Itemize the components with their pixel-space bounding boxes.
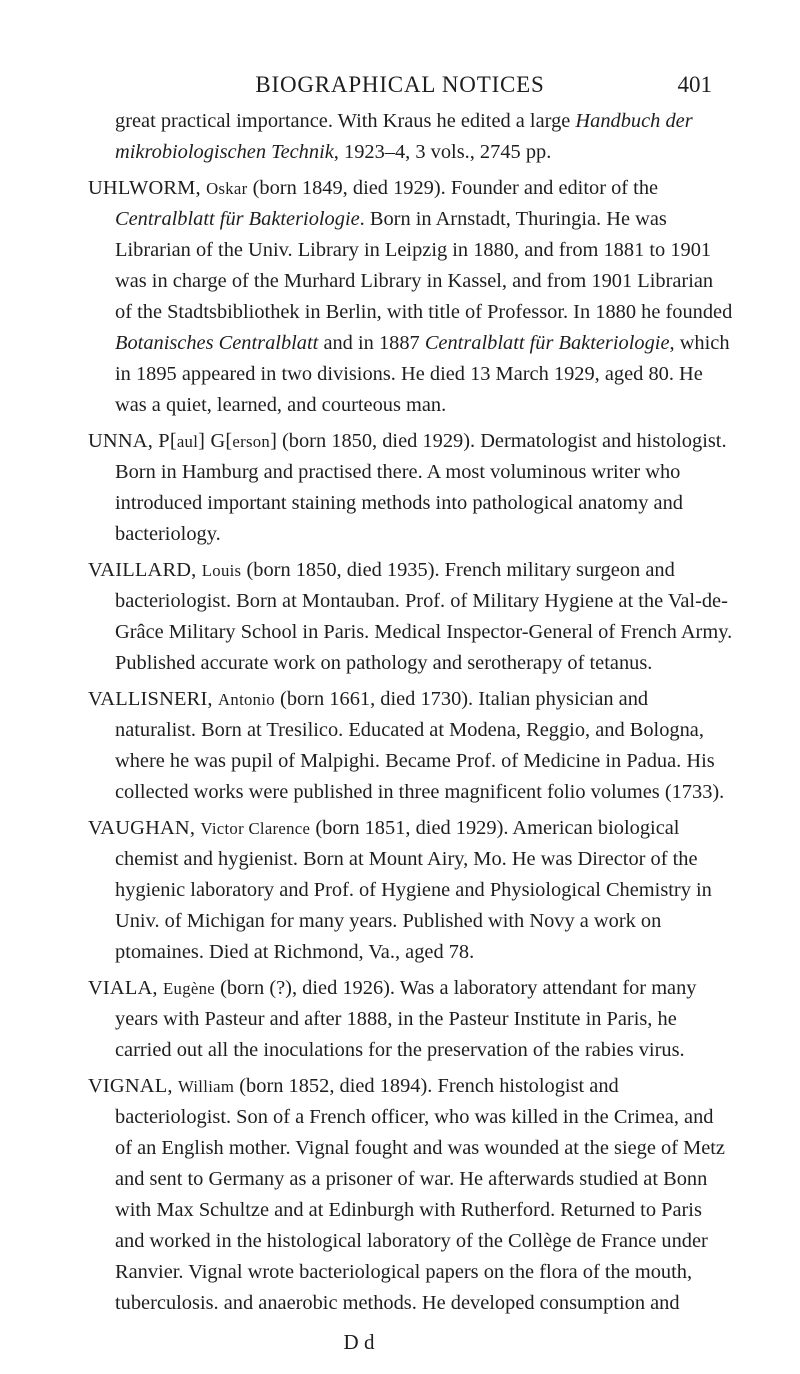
entry-text: (born 1851, died 1929). American biological chemist and hygienist. Born at Mount Airy, Mo. He was Director of the hygienic laboratory and Prof. of Hygiene and Physiological Chemistry in Univ. of Michigan for many years. Published with Novy a work on ptomaines. Died at Richmond, Va., aged 78.: [115, 817, 712, 963]
entry-text: (born 1661, died 1730). Italian physician and naturalist. Born at Tresilico. Educated at Modena, Reggio, and Bologna, where he was pupil of Malpighi. Became Prof. of Medicine in Padua. His collected works were published in three magnificent folio volumes (1733).: [115, 688, 725, 803]
surname: VIALA,: [88, 977, 164, 999]
entry-text: (born 1849, died 1929). Founder and editor of the: [247, 177, 659, 199]
surname: VAILLARD,: [88, 559, 202, 581]
entry-text: . Born in Arnstadt, Thuringia. He was Librarian of the Univ. Library in Leipzig in 1880, and from 1881 to 1901 was in charge of the Murhard Library in Kassel, and from 1901 Librarian of the Stadtsbibliothek in Berlin, with title of Professor. In 1880 he founded: [115, 208, 733, 323]
given-name: Victor Clarence: [200, 819, 311, 838]
biographical-entry: [88, 973, 733, 1066]
biographical-entry: [88, 684, 733, 808]
given-name: erson: [232, 432, 271, 451]
surname: ] G[: [198, 430, 233, 452]
biographical-entry: [88, 1071, 733, 1319]
italic-title: Centralblatt für Bakteriologie: [115, 208, 360, 230]
entry-text: (born 1850, died 1935). French military surgeon and bacteriologist. Born at Montauban. Prof. of Military Hygiene at the Val-de-Grâce Military School in Paris. Medical Inspector-General of French Army. Published accurate work on pathology and serotherapy of tetanus.: [115, 559, 733, 674]
page-header: [88, 68, 712, 102]
biographical-entry: [88, 555, 733, 679]
entry-text: great practical importance. With Kraus he edited a large: [115, 110, 576, 132]
surname: VIGNAL,: [88, 1075, 178, 1097]
signature-mark: D d: [343, 1330, 375, 1354]
given-name: Louis: [201, 561, 242, 580]
given-name: Antonio: [218, 690, 275, 709]
running-head: BIOGRAPHICAL NOTICES: [255, 72, 545, 97]
entry-text: ] (born 1850, died 1929). Dermatologist and histologist. Born in Hamburg and practised there. A most voluminous writer who introduced important staining methods into pathological anatomy and bacteriology.: [115, 430, 727, 545]
entry-text: and in 1887: [318, 332, 425, 354]
body-text: [88, 106, 733, 1324]
entry-continuation: [88, 106, 733, 168]
given-name: William: [177, 1077, 235, 1096]
entry-text: , 1923–4, 3 vols., 2745 pp.: [333, 141, 552, 163]
given-name: Oskar: [206, 179, 248, 198]
biographical-entry: [88, 813, 733, 968]
italic-title: Botanisches Centralblatt: [115, 332, 319, 354]
signature-mark-row: [0, 1327, 800, 1357]
page-number: 401: [677, 72, 712, 97]
biographical-entry: [88, 426, 733, 550]
italic-title: Centralblatt für Bakteriologie: [424, 332, 670, 354]
entry-text: (born (?), died 1926). Was a laboratory attendant for many years with Pasteur and after 1888, in the Pasteur Institute in Paris, he carried out all the inoculations for the preservation of the rabies virus.: [115, 977, 697, 1061]
given-name: Eugène: [163, 979, 215, 998]
surname: VALLISNERI,: [88, 688, 219, 710]
given-name: aul: [176, 432, 199, 451]
entry-text: (born 1852, died 1894). French histologist and bacteriologist. Son of a French officer, who was killed in the Crimea, and of an English mother. Vignal fought and was wounded at the siege of Metz and sent to Germany as a prisoner of war. He afterwards studied at Bonn with Max Schultze and at Edinburgh with Rutherford. Returned to Paris and worked in the histological laboratory of the Collège de France under Ranvier. Vignal wrote bacteriological papers on the flora of the mouth, tuberculosis. and anaerobic methods. He developed consumption and: [115, 1075, 725, 1314]
surname: UNNA, P[: [88, 430, 177, 452]
surname: UHLWORM,: [88, 177, 207, 199]
italic-title: Handbuch der mikrobiologischen Technik: [115, 110, 693, 163]
biographical-entry: [88, 173, 733, 421]
entry-text: , which in 1895 appeared in two divisions. He died 13 March 1929, aged 80. He was a quiet, learned, and courteous man.: [115, 332, 730, 416]
surname: VAUGHAN,: [88, 817, 201, 839]
